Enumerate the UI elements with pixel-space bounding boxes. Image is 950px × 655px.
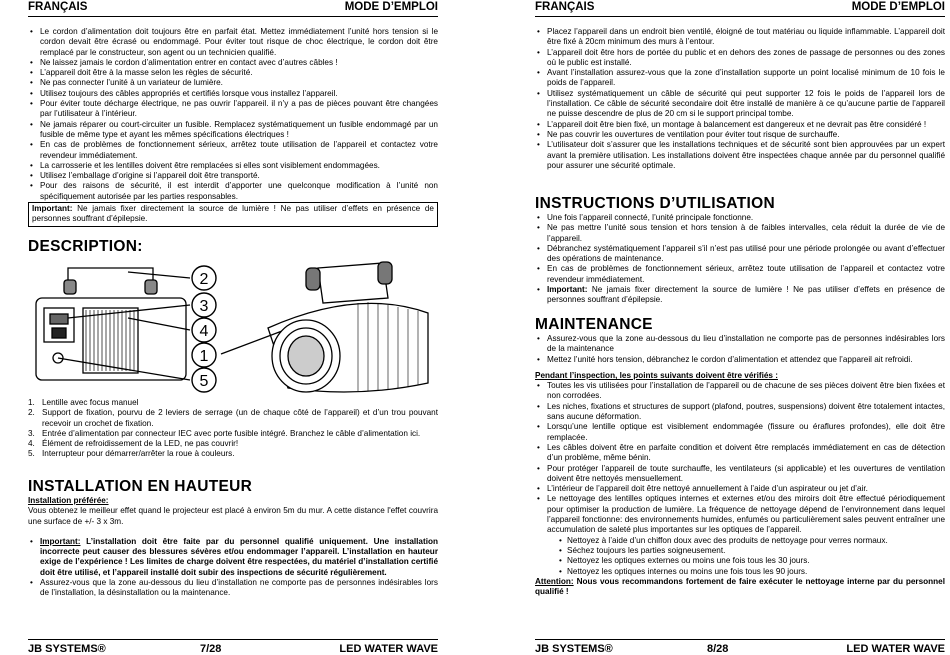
list-item: • Le nettoyage des lentilles optiques internes et externes et/ou des miroirs doit être effectué périodiquement pour optimiser la production de lumière. La fréquence de nettoyage dépend de l’environnement dans lequel l’appareil fonctionne: des environnements humides, enfumés ou particulièrement sales peuvent entraîner une accumulation de saleté plus importantes sur les optiques de l’appareil.: [535, 494, 945, 535]
callout-label: 1: [199, 348, 209, 365]
list-item: 5. Interrupteur pour démarrer/arrêter la roue à couleurs.: [28, 449, 235, 459]
installation-list: [28, 537, 438, 599]
list-item: • Assurez-vous que la zone au-dessous du lieu d’installation ne comporte pas de personnes indésirables lors de la maintenance: [535, 334, 945, 355]
footer-brand: JB SYSTEMS®: [28, 643, 106, 655]
list-item: • Nettoyez à l’aide d’un chiffon doux avec des produits de nettoyage pour verres normaux.: [559, 536, 945, 546]
usage-heading: INSTRUCTIONS D’UTILISATION: [535, 195, 776, 212]
list-item: • Ne laissez jamais le cordon d’alimentation entrer en contact avec d’autres câbles !: [28, 58, 438, 68]
list-item: • Les niches, fixations et structures de support (plafond, poutres, suspensions) doivent être totalement intactes, sans aucune déformation.: [535, 402, 945, 423]
callout-label: 4: [199, 323, 209, 340]
footer-page-number: 8/28: [707, 643, 729, 655]
callout-label: 3: [199, 298, 209, 315]
list-item: • Avant l’installation assurez-vous que la zone d’installation supporte un point localisé minimum de 10 fois le poids de l’appareil.: [535, 68, 945, 89]
list-item: • Ne pas mettre l’unité sous tension et hors tension à de faibles intervalles, cela réduit la durée de vie de l’appareil.: [535, 223, 945, 244]
important-notice: [28, 202, 438, 227]
attention-notice: [535, 577, 945, 598]
footer-brand: JB SYSTEMS®: [535, 643, 613, 655]
usage-section: [535, 213, 945, 306]
list-item: • L’intérieur de l’appareil doit être nettoyé annuellement à l’aide d’un aspirateur ou jet d’air.: [535, 484, 945, 494]
important-label: Important:: [32, 204, 73, 214]
list-item: • Utilisez toujours des câbles appropriés et certifiés lorsque vous installez l’appareil.: [28, 89, 438, 99]
parts-list: [28, 398, 438, 460]
list-item: 4. Élément de refroidissement de la LED, ne pas couvrir!: [28, 439, 239, 449]
important-text: Ne jamais fixer directement la source de lumière ! Ne pas utiliser d’effets en présence de personnes souffrant d’épilepsie.: [32, 204, 434, 224]
list-item: • Placez l’appareil dans un endroit bien ventilé, éloigné de tout matériau ou liquide inflammable. L’appareil doit être fixé à 20cm minimum des murs à l’entour.: [535, 27, 945, 48]
maintenance-list: [535, 334, 945, 365]
inspection-subheading: Pendant l’inspection, les points suivants doivent être vérifiés :: [535, 370, 778, 380]
list-item: • Lorsqu’une lentille optique est visiblement endommagée (fissure ou éraflures profondes), elle doit être remplacée.: [535, 422, 945, 443]
maintenance-heading: MAINTENANCE: [535, 316, 653, 333]
list-item: • Important: Ne jamais fixer directement la source de lumière ! Ne pas utiliser d’effets en présence de personnes souffrant d’épilepsie.: [535, 285, 945, 306]
page-right: [535, 0, 945, 654]
callout-label: 5: [199, 373, 209, 390]
usage-list: [535, 213, 945, 306]
list-item: • Assurez-vous que la zone au-dessous du lieu d’installation ne comporte pas de personnes indésirables lors de l’installation, la désinstallation ou la maintenance.: [28, 578, 438, 599]
installation-section: [28, 496, 438, 599]
safety-list: [28, 27, 438, 202]
attention-label: Attention:: [535, 576, 574, 586]
list-item: • L’appareil doit être à la masse selon les règles de sécurité.: [28, 68, 438, 78]
list-item: • En cas de problèmes de fonctionnement sérieux, arrêtez toute utilisation de l’appareil et contactez votre revendeur immédiatement.: [535, 264, 945, 285]
list-item: • L’appareil doit être hors de portée du public et en dehors des zones de passage de personnes ou des zones où le public est installé.: [535, 48, 945, 69]
header-title: MODE D’EMPLOI: [851, 1, 945, 13]
list-item: 3. Entrée d’alimentation par connecteur IEC avec porte fusible intégré. Branchez le câble d’alimentation ici.: [28, 428, 421, 438]
list-item: • Utilisez l’emballage d’origine si l’appareil doit être transporté.: [28, 171, 438, 181]
installation-paragraph: Vous obtenez le meilleur effet quand le projecteur est placé à environ 5m du mur. A cette distance l'effet couvrira une surface de +/- 3 x 3m.: [28, 506, 438, 526]
list-item: • Les câbles doivent être en parfaite condition et doivent être remplacés immédiatement en cas de détection d’un problème, même bénin.: [535, 443, 945, 464]
attention-text: Nous vous recommandons fortement de faire exécuter le nettoyage interne par du personnel qualifié !: [535, 576, 945, 597]
list-item: • Ne pas couvrir les ouvertures de ventilation pour éviter tout risque de surchauffe.: [535, 130, 945, 140]
list-item: • Nettoyez les optiques internes ou moins une fois tous les 90 jours.: [559, 567, 945, 577]
list-item: • Ne jamais réparer ou court-circuiter un fusible. Remplacez systématiquement un fusible endommagé par un fusible de même type et ayant les mêmes spécifications électriques !: [28, 120, 438, 141]
page-left: [28, 0, 438, 654]
callout-label: 2: [199, 271, 209, 288]
header-language: FRANÇAIS: [28, 1, 88, 13]
list-item: • Nettoyez les optiques externes ou moins une fois tous les 30 jours.: [559, 556, 945, 566]
parts-section: [28, 398, 438, 460]
list-item: • La carrosserie et les lentilles doivent être remplacées si elles sont visiblement endommagées.: [28, 161, 438, 171]
footer-product: LED WATER WAVE: [339, 643, 438, 655]
list-item: • Mettez l’unité hors tension, débranchez le cordon d’alimentation et attendez que l’appareil ait refroidi.: [535, 355, 945, 365]
list-item: • Utilisez systématiquement un câble de sécurité qui peut supporter 12 fois le poids de l’appareil lors de l’installation. Ce câble de sécurité secondaire doit être installé de manière à ce qu’aucune partie de l’appareil ne puisse descendre de plus de 20 cm si le support principal tombe.: [535, 89, 945, 120]
page-footer: [28, 639, 438, 655]
list-item: • Ne pas connecter l’unité à un variateur de lumière.: [28, 78, 438, 88]
callout-markers: [192, 266, 216, 392]
list-item: • Séchez toujours les parties soigneusement.: [559, 546, 945, 556]
list-item: • Important: L’installation doit être faite par du personnel qualifié uniquement. Une installation incorrecte peut causer des blessures sévères et/ou endommager l’appareil. L’installation en hauteur exige de l’expérience ! Les limites de charge doivent être respectées, du matériel d’installation certifié doit être utilisé, et l’appareil installé doit subir des inspections de sécurité régulièrement.: [28, 537, 438, 578]
cleaning-sublist: [535, 536, 945, 577]
list-item: • En cas de problèmes de fonctionnement sérieux, arrêtez toute utilisation de l’appareil et contactez votre revendeur immédiatement.: [28, 140, 438, 161]
page-header: [28, 0, 438, 17]
description-heading: DESCRIPTION:: [28, 238, 143, 255]
product-diagram: [28, 258, 438, 398]
install-bullets-section: [535, 27, 945, 171]
installation-subheading: Installation préférée:: [28, 496, 109, 505]
list-item: • Toutes les vis utilisées pour l’installation de l’appareil ou de chacune de ses pièces doivent être bien fixées et non corrodées.: [535, 381, 945, 402]
list-item: • Pour des raisons de sécurité, il est interdit d’apporter une quelconque modification à l’unité non spécifiquement autorisée par les parties responsables.: [28, 181, 438, 202]
maintenance-section: [535, 334, 945, 597]
footer-page-number: 7/28: [200, 643, 222, 655]
header-language: FRANÇAIS: [535, 1, 595, 13]
list-item: • L’utilisateur doit s’assurer que les installations techniques et de sécurité sont bien approuvées par un expert avant la première utilisation. Les installations doivent être inspectées chaque année par du personnel qualifié pour assurer une sécurité optimale.: [535, 140, 945, 171]
inspection-list: [535, 381, 945, 535]
install-list: [535, 27, 945, 171]
list-item: 2. Support de fixation, pourvu de 2 leviers de serrage (un de chaque côté de l’appareil) et d’un trou pouvant recevoir un crochet de fixation.: [28, 408, 438, 428]
list-item: • Une fois l’appareil connecté, l’unité principale fonctionne.: [535, 213, 945, 223]
installation-heading: INSTALLATION EN HAUTEUR: [28, 478, 253, 495]
list-item: • Pour protéger l’appareil de toute surchauffe, les ventilateurs (si applicable) et les ouvertures de ventilation doivent être nettoyés mensuellement.: [535, 464, 945, 485]
list-item: 1. Lentille avec focus manuel: [28, 398, 139, 407]
header-title: MODE D’EMPLOI: [344, 1, 438, 13]
page-header: [535, 0, 945, 17]
list-item: • Débranchez systématiquement l’appareil s’il n’est pas utilisé pour une période prolongée ou avant d’effectuer des opérations de maintenance.: [535, 244, 945, 265]
list-item: • L’appareil doit être bien fixé, un montage à balancement est dangereux et ne devrait pas être considéré !: [535, 120, 945, 130]
safety-section: [28, 27, 438, 227]
page-footer: [535, 639, 945, 655]
footer-product: LED WATER WAVE: [846, 643, 945, 655]
list-item: • Pour éviter toute décharge électrique, ne pas ouvrir l’appareil. il n’y a pas de pièces pouvant être changées par l’utilisateur à l’intérieur.: [28, 99, 438, 120]
list-item: • Le cordon d’alimentation doit toujours être en parfait état. Mettez immédiatement l’unité hors tension si le cordon devait être écrasé ou endommagé. Pour éviter tout risque de choc électrique, le cordon doit être remplacé par le constructeur, son agent ou un technicien qualifié.: [28, 27, 438, 58]
